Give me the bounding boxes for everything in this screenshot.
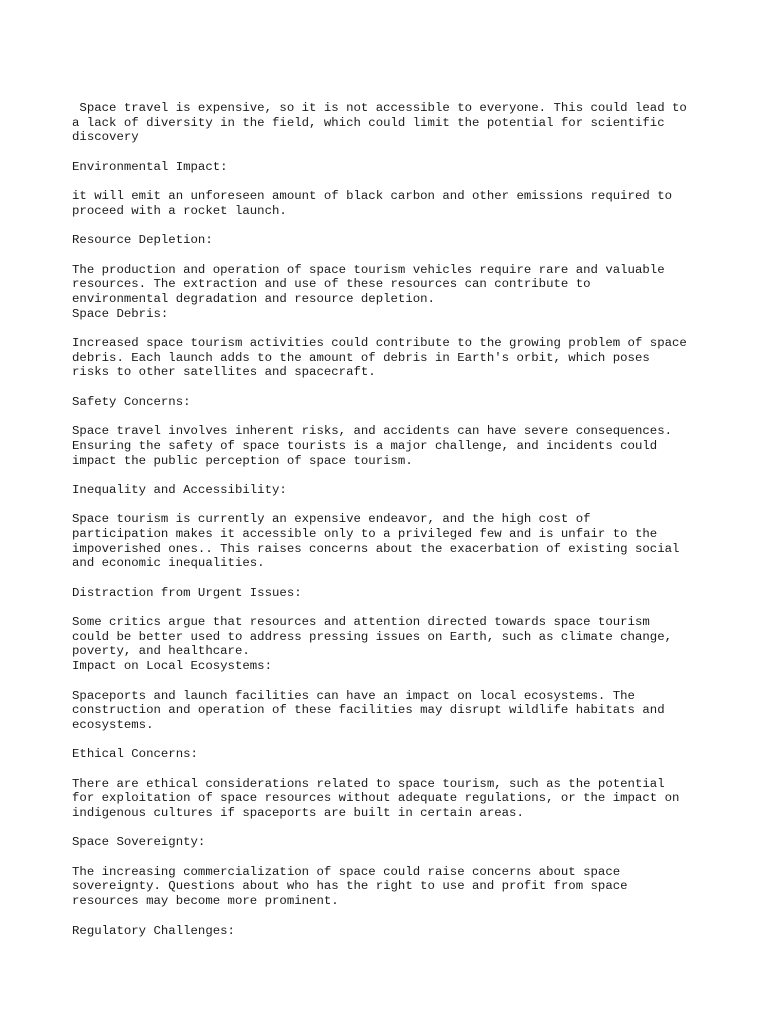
heading-ethical-concerns [72, 747, 712, 762]
heading-inequality-accessibility [72, 483, 712, 498]
text-line: indigenous cultures if spaceports are built in certain areas. [72, 806, 524, 820]
text-line: The production and operation of space tourism vehicles require rare and valuable [72, 262, 665, 277]
paragraph-gap [72, 380, 712, 395]
text-line: and economic inequalities. [72, 556, 265, 571]
text-line: Space travel is expensive, so it is not accessible to everyone. This could lead to [72, 101, 687, 115]
text-line: Space tourism is currently an expensive endeavor, and the high cost of [72, 512, 591, 527]
paragraph-gap [72, 174, 712, 189]
text-line: for exploitation of space resources without adequate regulations, or the impact on [72, 791, 680, 806]
paragraph-gap [72, 409, 712, 424]
paragraph-gap [72, 674, 712, 689]
heading-local-ecosystems [72, 659, 712, 674]
text-line: There are ethical considerations related to space tourism, such as the potential [72, 776, 665, 791]
text-line: Ethical Concerns: [72, 747, 198, 762]
text-line: discovery [72, 130, 139, 145]
text-line: The increasing commercialization of space could raise concerns about space [72, 864, 621, 879]
text-line: risks to other satellites and spacecraft. [72, 365, 376, 380]
text-line: Some critics argue that resources and attention directed towards space tourism [72, 615, 650, 630]
text-line: resources. The extraction and use of these resources can contribute to [72, 277, 591, 292]
heading-distraction [72, 586, 712, 601]
paragraph-gap [72, 821, 712, 836]
paragraph-gap [72, 600, 712, 615]
text-line: impact the public perception of space tourism. [72, 453, 413, 468]
paragraph-ethical-concerns [72, 777, 712, 821]
paragraph-gap [72, 909, 712, 924]
paragraph-local-ecosystems [72, 689, 712, 733]
paragraph-environmental-impact [72, 189, 712, 218]
heading-space-sovereignty [72, 835, 712, 850]
text-line: construction and operation of these facilities may disrupt wildlife habitats and [72, 703, 665, 718]
paragraph-gap [72, 468, 712, 483]
paragraph-safety-concerns [72, 424, 712, 468]
paragraph-gap [72, 762, 712, 777]
text-line: ecosystems. [72, 717, 154, 732]
text-line: environmental degradation and resource depletion. [72, 291, 435, 306]
heading-safety-concerns [72, 395, 712, 410]
paragraph-cost [72, 101, 712, 145]
paragraph-gap [72, 733, 712, 748]
text-line: Space Debris: [72, 306, 169, 321]
text-line: Impact on Local Ecosystems: [72, 659, 273, 674]
paragraph-gap [72, 248, 712, 263]
text-line: Increased space tourism activities could contribute to the growing problem of space [72, 336, 687, 350]
text-line: participation makes it accessible only to a privileged few and is unfair to the [72, 526, 658, 541]
text-line: Environmental Impact: [72, 159, 228, 174]
heading-resource-depletion [72, 233, 712, 248]
text-line: debris. Each launch adds to the amount of debris in Earth's orbit, which poses [72, 350, 650, 365]
text-line: Ensuring the safety of space tourists is a major challenge, and incidents could [72, 438, 658, 453]
heading-environmental-impact [72, 160, 712, 175]
paragraph-gap [72, 850, 712, 865]
paragraph-gap [72, 571, 712, 586]
text-line: Space travel involves inherent risks, and accidents can have severe consequences. [72, 424, 673, 439]
paragraph-gap [72, 145, 712, 160]
text-line: Space Sovereignty: [72, 835, 206, 850]
paragraph-resource-depletion [72, 263, 712, 307]
document-page [72, 101, 712, 938]
paragraph-gap [72, 498, 712, 513]
text-line: it will emit an unforeseen amount of black carbon and other emissions required to [72, 189, 673, 204]
text-line: Distraction from Urgent Issues: [72, 585, 302, 600]
text-line: poverty, and healthcare. [72, 644, 250, 659]
text-line: Resource Depletion: [72, 233, 213, 248]
paragraph-inequality-accessibility [72, 512, 712, 571]
paragraph-distraction [72, 615, 712, 659]
text-line: could be better used to address pressing issues on Earth, such as climate change, [72, 629, 673, 644]
text-line: proceed with a rocket launch. [72, 203, 287, 218]
text-line: Safety Concerns: [72, 394, 191, 409]
text-line: a lack of diversity in the field, which could limit the potential for scientific [72, 115, 665, 130]
text-line: Regulatory Challenges: [72, 923, 235, 938]
text-line: Inequality and Accessibility: [72, 482, 287, 497]
heading-space-debris [72, 307, 712, 322]
text-line: sovereignty. Questions about who has the right to use and profit from space [72, 879, 628, 894]
text-line: Spaceports and launch facilities can have an impact on local ecosystems. The [72, 688, 635, 703]
paragraph-space-debris [72, 336, 712, 380]
paragraph-space-sovereignty [72, 865, 712, 909]
paragraph-gap [72, 219, 712, 234]
heading-regulatory-challenges [72, 924, 712, 939]
text-line: impoverished ones.. This raises concerns about the exacerbation of existing social [72, 541, 680, 556]
text-line: resources may become more prominent. [72, 894, 339, 909]
paragraph-gap [72, 321, 712, 336]
